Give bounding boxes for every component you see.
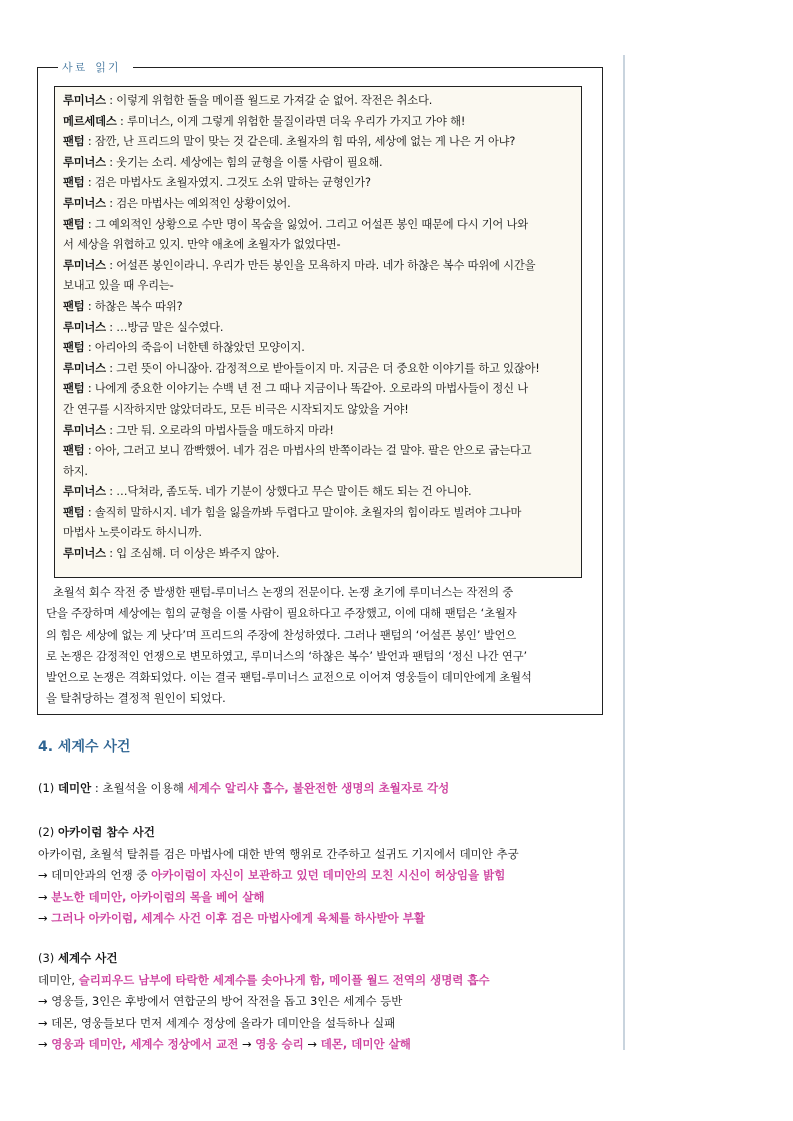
source-summary	[46, 582, 594, 710]
item-highlight: 영웅 승리	[255, 1037, 304, 1051]
dialogue-text: : 웃기는 소리. 세상에는 힘의 균형을 이룰 사람이 필요해.	[105, 155, 383, 169]
summary-line: 을 탈취당하는 결정적 원인이 되었다.	[46, 692, 226, 706]
speaker-name: 팬텀	[63, 341, 85, 355]
item-text: 데미안,	[38, 972, 79, 987]
item-text: 아카이럼, 초월석 탈취를 검은 마법사에 대한 반역 행위로 간주하고 설귀도 기지에서 데미안 추궁	[38, 846, 519, 861]
dialogue-text: : 이렇게 위험한 돌을 메이플 월드로 가져갈 순 없어. 작전은 취소다.	[105, 94, 433, 107]
speaker-name: 루미너스	[63, 423, 106, 437]
speaker-name: 루미너스	[63, 547, 106, 561]
dialogue-text: : 솔직히 말하시지. 네가 힘을 잃을까봐 두렵다고 말이야. 초월자의 힘이라도 빌려야 그나마	[84, 505, 522, 519]
item-text: → 데몬, 영웅들보다 먼저 세계수 정상에 올라가 데미안을 설득하나 실패	[38, 1015, 396, 1030]
item-damien	[38, 778, 449, 800]
summary-line: 초월석 회수 작전 중 발생한 팬텀-루미너스 논쟁의 전문이다. 논쟁 초기에 루미너스는 작전의 중	[46, 586, 514, 599]
dialogue-text: : …닥쳐라, 좀도둑. 네가 기분이 상했다고 무슨 말이든 해도 되는 건 아니야.	[105, 485, 472, 499]
title-part: 사료	[62, 61, 88, 74]
dialogue-line	[63, 112, 571, 133]
item-highlight: 분노한 데미안, 아카이럼의 목을 베어 살해	[51, 889, 265, 904]
speaker-name: 팬텀	[63, 217, 85, 231]
arrow-icon: →	[238, 1037, 256, 1051]
item-text: → 영웅들, 3인은 후방에서 연합군의 방어 작전을 돕고 3인은 세계수 등반	[38, 994, 403, 1008]
dialogue-line	[63, 132, 571, 153]
dialogue-text: : 어설픈 봉인이라니. 우리가 만든 봉인을 모욕하지 마라. 네가 하찮은 복수 따위에 시간을	[105, 258, 536, 272]
dialogue-text: : 잠깐, 난 프리드의 말이 맞는 것 같은데. 초월자의 힘 따위, 세상에 없는 게 나은 거 아냐?	[84, 135, 516, 149]
item-highlight: 슬리피우드 남부에 타락한 세계수를 솟아나게 함, 메이플 월드 전역의 생명력 흡수	[78, 972, 490, 987]
speaker-name: 팬텀	[63, 176, 85, 190]
speaker-name: 팬텀	[63, 135, 85, 149]
title-part: 읽기	[95, 61, 121, 74]
summary-line: 의 힘은 세상에 없는 게 낫다’며 프리드의 주장에 찬성하였다. 그러나 팬텀의 ‘어설픈 봉인’ 발언으	[46, 628, 517, 642]
item-highlight: 세계수 알리샤 흡수, 불완전한 생명의 초월자로 각성	[187, 781, 450, 795]
dialogue-line	[63, 503, 571, 524]
dialogue-text: : 입 조심해. 더 이상은 봐주지 않아.	[105, 547, 280, 561]
speaker-name: 팬텀	[63, 382, 85, 396]
dialogue-line	[63, 256, 571, 277]
dialogue-continuation: 하지.	[63, 464, 88, 478]
dialogue-line	[63, 338, 571, 359]
item-highlight: 아카이럼이 자신이 보관하고 있던 데미안의 모친 시신이 허상임을 밝힘	[151, 868, 506, 882]
dialogue-continuation: 서 세상을 위협하고 있지. 만약 애초에 초월자가 없었다면-	[63, 238, 341, 252]
dialogue-line	[63, 318, 571, 339]
dialogue-text: : 검은 마법사도 초월자였지. 그것도 소위 말하는 균형인가?	[84, 176, 371, 190]
item-title: 아카이럼 참수 사건	[57, 825, 155, 839]
dialogue-text: : 검은 마법사는 예외적인 상황이었어.	[105, 196, 291, 210]
speaker-name: 팬텀	[63, 299, 85, 313]
summary-line: 발언으로 논쟁은 격화되었다. 이는 결국 팬텀-루미너스 교전으로 이어져 영웅들이 데미안에게 초월석	[46, 671, 532, 685]
speaker-name: 루미너스	[63, 196, 106, 210]
dialogue-continuation: 간 연구를 시작하지만 않았더라도, 모든 비극은 시작되지도 않았을 거야!	[63, 402, 409, 416]
dialogue-text: : 그런 뜻이 아니잖아. 감정적으로 받아들이지 마. 지금은 더 중요한 이야기를 하고 있잖아!	[105, 361, 540, 375]
item-world-tree	[38, 948, 490, 1056]
item-arkarium	[38, 822, 519, 930]
dialogue-line	[63, 194, 571, 215]
item-text: : 초월석을 이용해	[91, 781, 188, 795]
dialogue-line	[63, 441, 571, 462]
arrow-icon: →	[38, 911, 52, 925]
source-reading-box	[37, 61, 603, 715]
dialogue-text: : …방금 말은 실수였다.	[105, 320, 224, 334]
arrow-icon: →	[38, 1037, 52, 1051]
dialogue-line	[63, 421, 571, 442]
section-heading: 4. 세계수 사건	[38, 739, 131, 755]
dialogue-line	[63, 379, 571, 400]
dialogue-line	[63, 153, 571, 174]
item-number: (3)	[38, 951, 58, 965]
summary-line: 단을 주장하며 세상에는 힘의 균형을 이룰 사람이 필요하다고 주장했고, 이에 대해 팬텀은 ‘초월자	[46, 607, 517, 621]
dialogue-continuation: 마법사 노릇이라도 하시니까.	[63, 526, 202, 540]
dialogue-line	[63, 359, 571, 380]
speaker-name: 루미너스	[63, 155, 106, 169]
speaker-name: 팬텀	[63, 505, 85, 519]
item-text: → 데미안과의 언쟁 중	[38, 868, 152, 882]
dialogue-text: : 루미너스, 이게 그렇게 위험한 물질이라면 더욱 우리가 가지고 가야 해!	[116, 114, 466, 128]
arrow-icon: →	[303, 1037, 321, 1051]
page-margin-line	[623, 55, 625, 1050]
item-highlight: 영웅과 데미안, 세계수 정상에서 교전	[51, 1037, 239, 1051]
dialogue-line	[63, 173, 571, 194]
dialogue-text: : 그 예외적인 상황으로 수만 명이 목숨을 잃었어. 그리고 어설픈 봉인 때문에 다시 기어 나와	[84, 217, 528, 231]
speaker-name: 루미너스	[63, 485, 106, 499]
arrow-icon: →	[38, 889, 52, 904]
speaker-name: 루미너스	[63, 258, 106, 272]
dialogue-line	[63, 482, 571, 503]
dialogue-text: : 아리아의 죽음이 너한텐 하찮았던 모양이지.	[84, 341, 305, 355]
speaker-name: 팬텀	[63, 444, 85, 458]
item-highlight: 데몬, 데미안 살해	[320, 1037, 411, 1051]
speaker-name: 루미너스	[63, 361, 106, 375]
dialogue-line	[63, 215, 571, 236]
item-number: (2)	[38, 825, 58, 839]
dialogue-box	[54, 86, 582, 578]
dialogue-text: : 나에게 중요한 이야기는 수백 년 전 그 때나 지금이나 똑같아. 오로라의 마법사들이 정신 나	[84, 382, 528, 396]
item-number: (1)	[38, 781, 58, 795]
dialogue-line	[63, 91, 571, 112]
item-highlight: 그러나 아카이럼, 세계수 사건 이후 검은 마법사에게 육체를 하사받아 부활	[51, 911, 425, 925]
source-reading-title	[58, 59, 133, 75]
item-title: 데미안	[57, 781, 92, 795]
dialogue-continuation: 보내고 있을 때 우리는-	[63, 279, 174, 293]
speaker-name: 메르세데스	[63, 114, 117, 128]
dialogue-line	[63, 297, 571, 318]
dialogue-line	[63, 544, 571, 565]
dialogue-text: : 아아, 그러고 보니 깜빡했어. 네가 검은 마법사의 반쪽이라는 걸 말야. 팔은 안으로 굽는다고	[84, 444, 532, 458]
summary-line: 로 논쟁은 감정적인 언쟁으로 변모하였고, 루미너스의 ‘하찮은 복수’ 발언과 팬텀의 ‘정신 나간 연구’	[46, 649, 528, 663]
speaker-name: 루미너스	[63, 94, 106, 107]
dialogue-text: : 하찮은 복수 따위?	[84, 299, 183, 313]
speaker-name: 루미너스	[63, 320, 106, 334]
dialogue-text: : 그만 둬. 오로라의 마법사들을 매도하지 마라!	[105, 423, 334, 437]
item-title: 세계수 사건	[57, 951, 118, 965]
